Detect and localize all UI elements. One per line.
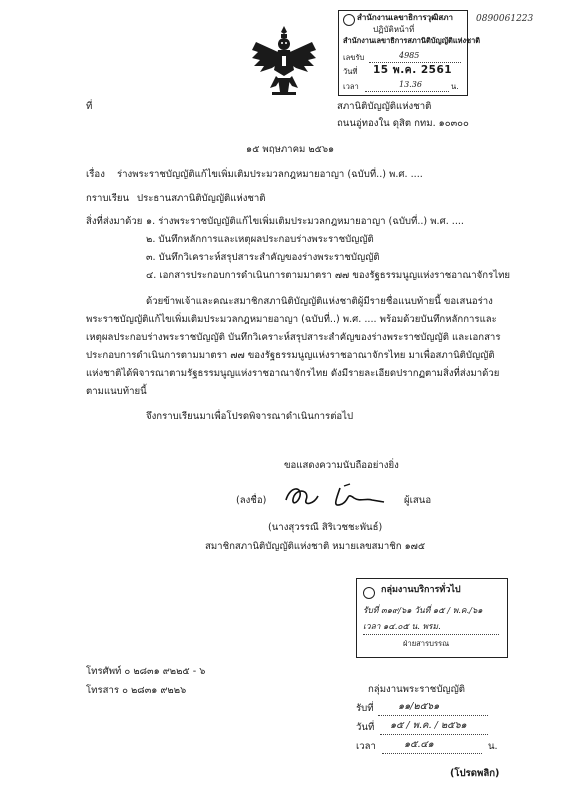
subject-text: ร่างพระราชบัญญัติแก้ไขเพิ่มเติมประมวลกฎหมายอาญา (ฉบับที่..) พ.ศ. .... bbox=[117, 169, 423, 180]
subject-label: เรื่อง bbox=[86, 169, 105, 180]
stamp-receipt-label: เลขรับ bbox=[343, 53, 365, 62]
sender-address-line-2: ถนนอู่ทองใน ดุสิต กทม. ๑๐๓๐๐ bbox=[337, 118, 469, 129]
bill-stamp-title: กลุ่มงานพระราชบัญญัติ bbox=[368, 684, 465, 695]
stamp-line bbox=[378, 715, 488, 716]
letter-date: ๑๕ พฤษภาคม ๒๕๖๑ bbox=[246, 144, 335, 155]
stamp-logo-icon bbox=[363, 587, 375, 599]
body-line: ประกอบการดำเนินการตามมาตรา ๗๗ ของรัฐธรรมนูญแห่งราชอาณาจักรไทย มาเพื่อสภานิติบัญญัติ bbox=[86, 350, 495, 361]
reference-label: ที่ bbox=[86, 101, 93, 112]
bill-stamp-time-suffix: น. bbox=[488, 741, 498, 752]
turn-over-note: (โปรดพลิก) bbox=[450, 768, 500, 779]
enclosure-item: ๔. เอกสารประกอบการดำเนินการตามมาตรา ๗๗ ของรัฐธรรมนูญแห่งราชอาณาจักรไทย bbox=[146, 270, 511, 281]
general-services-stamp bbox=[356, 578, 508, 658]
enclosures-label: สิ่งที่ส่งมาด้วย bbox=[86, 216, 143, 227]
garuda-emblem-icon bbox=[248, 22, 320, 102]
general-stamp-title: กลุ่มงานบริการทั่วไป bbox=[381, 585, 461, 595]
stamp-line bbox=[369, 62, 461, 63]
body-line: เหตุผลประกอบร่างพระราชบัญญัติ บันทึกวิเคราะห์สรุปสาระสำคัญของร่างพระราชบัญญัติ และเอกสาร bbox=[86, 332, 501, 343]
stamp-logo-icon bbox=[343, 14, 355, 26]
bill-stamp-receipt-value: ๑๑/๒๕๖๑ bbox=[398, 701, 440, 712]
general-stamp-footer: ฝ่ายสารบรรณ bbox=[403, 639, 450, 648]
stamp-line bbox=[382, 753, 482, 754]
bill-stamp-time-value: ๑๕.๔๑ bbox=[404, 739, 434, 750]
stamp-org: สำนักงานเลขาธิการวุฒิสภา bbox=[357, 13, 454, 22]
stamp-dept-2: สำนักงานเลขาธิการสภานิติบัญญัติแห่งชาติ bbox=[343, 36, 481, 45]
body-line: พระราชบัญญัติแก้ไขเพิ่มเติมประมวลกฎหมายอาญา (ฉบับที่..) พ.ศ. .... พร้อมด้วยบันทึกหลักการและ bbox=[86, 314, 497, 325]
stamp-line bbox=[365, 91, 449, 92]
stamp-receipt-value: 4985 bbox=[399, 51, 420, 60]
signer-name: (นางสุวรรณี สิริเวชชะพันธ์) bbox=[268, 522, 383, 533]
bill-stamp-time-label: เวลา bbox=[356, 741, 376, 752]
stamp-line bbox=[363, 634, 499, 635]
stamp-time-value: 13.36 bbox=[399, 80, 422, 89]
salutation-text: ประธานสภานิติบัญญัติแห่งชาติ bbox=[137, 193, 266, 204]
closing-request: จึงกราบเรียนมาเพื่อโปรดพิจารณาดำเนินการต่อไป bbox=[146, 411, 354, 422]
document-number: 0890061223 bbox=[476, 14, 534, 24]
salutation-label: กราบเรียน bbox=[86, 193, 130, 204]
contact-fax: โทรสาร ๐ ๒๘๓๑ ๙๒๒๖ bbox=[86, 685, 187, 696]
body-line: ด้วยข้าพเจ้าและคณะสมาชิกสภานิติบัญญัติแห่งชาติผู้มีรายชื่อแนบท้ายนี้ ขอเสนอร่าง bbox=[146, 296, 493, 307]
stamp-line bbox=[380, 734, 488, 735]
body-line: ตามแนบท้ายนี้ bbox=[86, 386, 147, 397]
proposer-label: ผู้เสนอ bbox=[404, 495, 432, 506]
bill-stamp-date-label: วันที่ bbox=[356, 722, 375, 733]
signer-title: สมาชิกสภานิติบัญญัติแห่งชาติ หมายเลขสมาชิก ๑๗๕ bbox=[205, 541, 426, 552]
stamp-date-value: 15 พ.ค. 2561 bbox=[373, 64, 453, 76]
stamp-time-suffix: น. bbox=[451, 82, 459, 91]
stamp-dept: ปฏิบัติหน้าที่ bbox=[373, 25, 415, 34]
general-stamp-time: เวลา ๑๔.๐๕ น. พรม. bbox=[363, 621, 441, 631]
enclosure-item: ๒. บันทึกหลักการและเหตุผลประกอบร่างพระราชบัญญัติ bbox=[146, 234, 374, 245]
stamp-date-label: วันที่ bbox=[343, 67, 358, 76]
stamp-time-label: เวลา bbox=[343, 82, 359, 91]
sender-address-line-1: สภานิติบัญญัติแห่งชาติ bbox=[337, 101, 432, 112]
bill-stamp-date-value: ๑๕ / พ.ค. / ๒๕๖๑ bbox=[390, 720, 467, 731]
complimentary-close: ขอแสดงความนับถืออย่างยิ่ง bbox=[284, 460, 399, 471]
bill-stamp-receipt-label: รับที่ bbox=[356, 703, 374, 714]
receipt-stamp bbox=[338, 10, 481, 96]
signature-scribble-icon bbox=[280, 482, 392, 512]
body-line: แห่งชาติได้พิจารณาตามรัฐธรรมนูญแห่งราชอาณาจักรไทย ดังมีรายละเอียดปรากฏตามสิ่งที่ส่งมาด้วย bbox=[86, 368, 500, 379]
general-stamp-receipt: รับที่ ๓๑๙/๖๑ วันที่ ๑๕ / พ.ค./๖๑ bbox=[363, 605, 483, 615]
enclosure-item: ๓. บันทึกวิเคราะห์สรุปสาระสำคัญของร่างพระราชบัญญัติ bbox=[146, 252, 380, 263]
contact-phone: โทรศัพท์ ๐ ๒๘๓๑ ๙๒๒๕ - ๖ bbox=[86, 666, 206, 677]
signed-label: (ลงชื่อ) bbox=[236, 495, 267, 506]
enclosure-item: ๑. ร่างพระราชบัญญัติแก้ไขเพิ่มเติมประมวลกฎหมายอาญา (ฉบับที่..) พ.ศ. .... bbox=[146, 216, 464, 227]
